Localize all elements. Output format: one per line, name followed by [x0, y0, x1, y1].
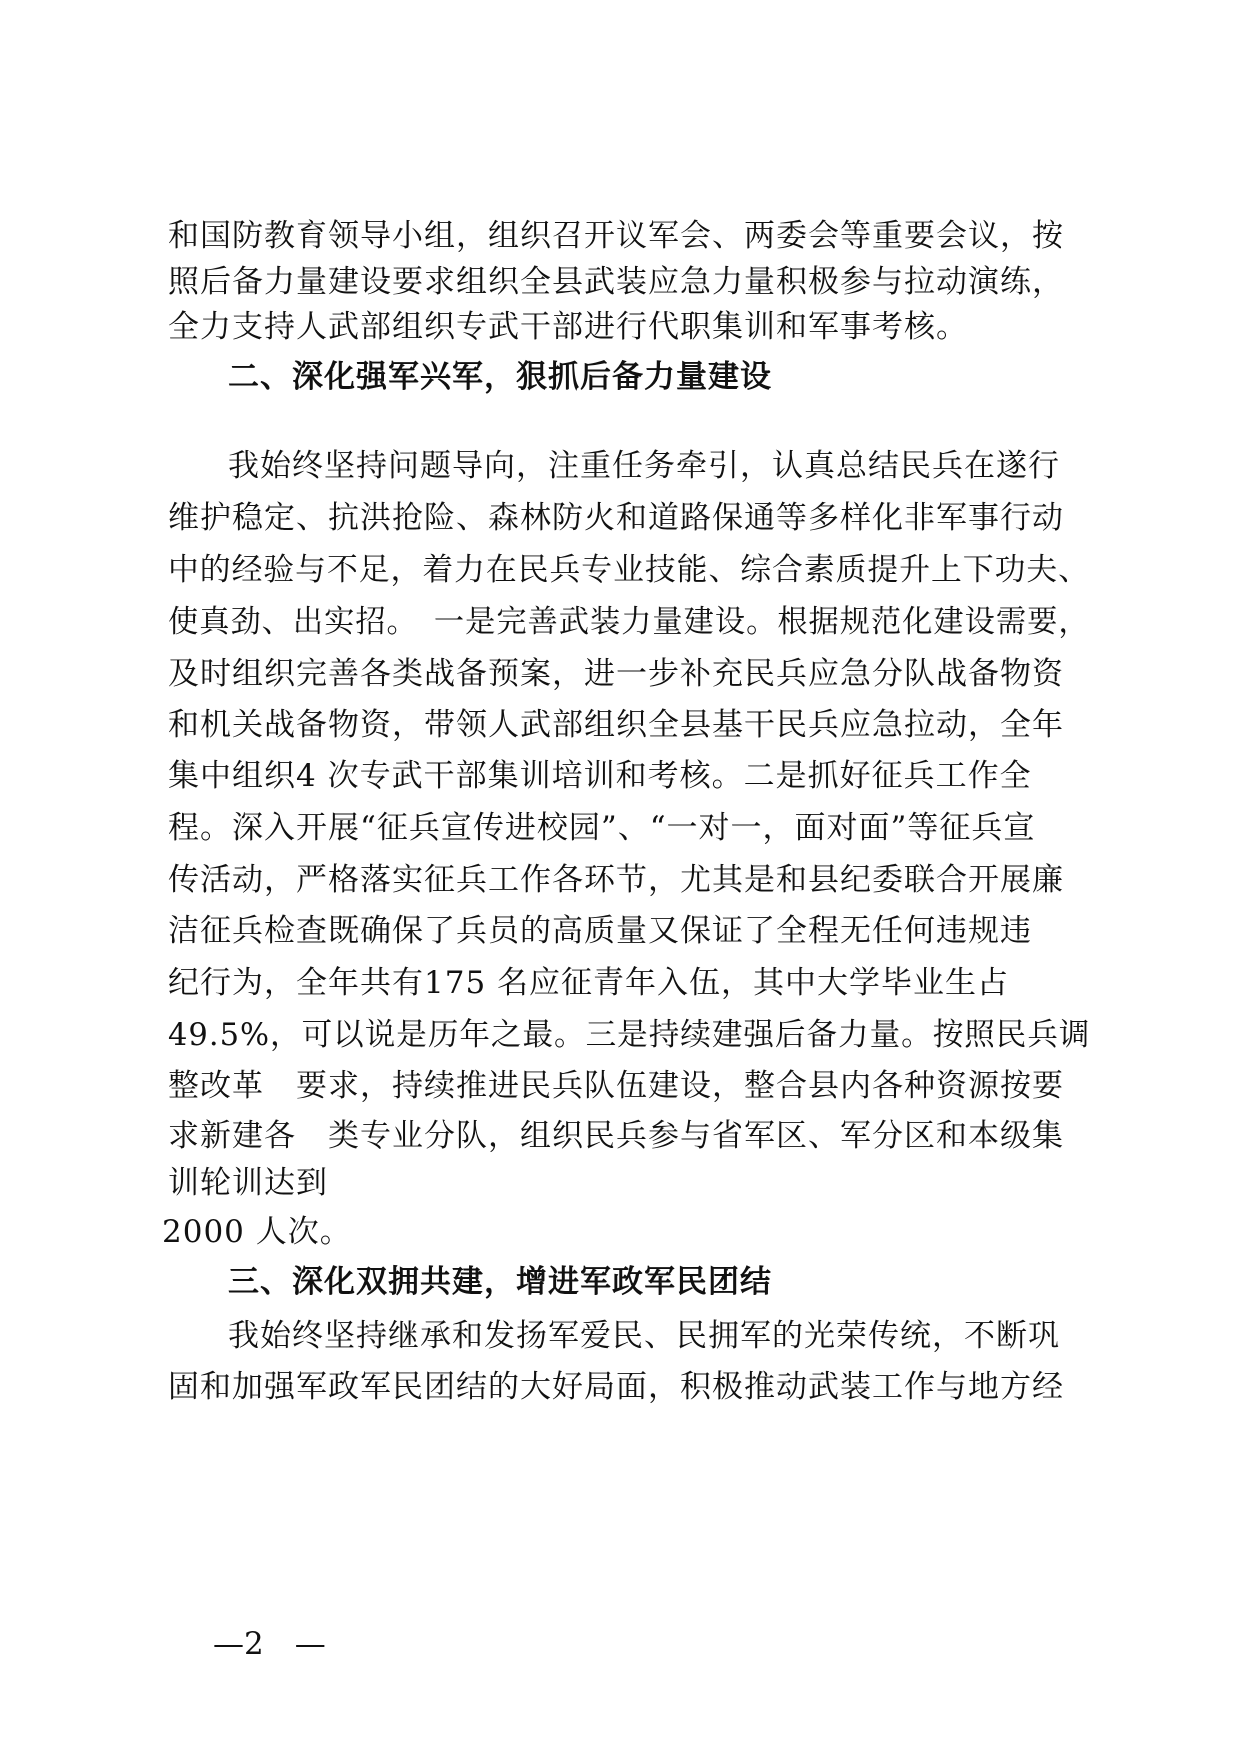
body-text-line: 固和加强军政军民团结的大好局面，积极推动武装工作与地方经 [168, 1369, 1064, 1405]
body-text-line: 我始终坚持继承和发扬军爱民、民拥军的光荣传统，不断巩 [228, 1318, 1060, 1354]
body-text-line: 2000 人次。 [162, 1214, 352, 1250]
body-text-line: 及时组织完善各类战备预案，进一步补充民兵应急分队战备物资 [168, 656, 1064, 692]
body-text-line: 我始终坚持问题导向，注重任务牵引，认真总结民兵在遂行 [228, 448, 1060, 484]
body-text-line: 整改革 要求，持续推进民兵队伍建设，整合县内各种资源按要 [168, 1068, 1064, 1104]
page-number: —2 — [213, 1626, 326, 1662]
body-text-line: 洁征兵检查既确保了兵员的高质量又保证了全程无任何违规违 [168, 913, 1032, 949]
body-text-line: 和国防教育领导小组，组织召开议军会、两委会等重要会议，按 [168, 218, 1064, 254]
body-text-line: 程。深入开展“征兵宣传进校园”、“一对一，面对面”等征兵宣 [168, 810, 1036, 846]
section-heading-2: 二、深化强军兴军，狠抓后备力量建设 [228, 359, 772, 395]
body-text-line: 使真劲、出实招。 一是完善武装力量建设。根据规范化建设需要， [168, 604, 1090, 640]
body-text-line: 传活动，严格落实征兵工作各环节，尤其是和县纪委联合开展廉 [168, 862, 1064, 898]
body-text-line: 和机关战备物资，带领人武部组织全县基干民兵应急拉动，全年 [168, 707, 1064, 743]
body-text-line: 纪行为，全年共有175 名应征青年入伍，其中大学毕业生占 [168, 965, 1010, 1001]
body-text-line: 全力支持人武部组织专武干部进行代职集训和军事考核。 [168, 309, 968, 345]
body-text-line: 求新建各 类专业分队，组织民兵参与省军区、军分区和本级集 [168, 1118, 1064, 1154]
section-heading-3: 三、深化双拥共建，增进军政军民团结 [228, 1264, 772, 1300]
body-text-line: 维护稳定、抗洪抢险、森林防火和道路保通等多样化非军事行动 [168, 500, 1064, 536]
body-text-line: 集中组织4 次专武干部集训培训和考核。二是抓好征兵工作全 [168, 758, 1032, 794]
body-text-line: 照后备力量建设要求组织全县武装应急力量积极参与拉动演练， [168, 264, 1064, 300]
body-text-line: 训轮训达到 [168, 1165, 328, 1201]
body-text-line: 中的经验与不足，着力在民兵专业技能、综合素质提升上下功夫、 [168, 552, 1090, 588]
body-text-line: 49.5%，可以说是历年之最。三是持续建强后备力量。按照民兵调 [168, 1017, 1091, 1053]
